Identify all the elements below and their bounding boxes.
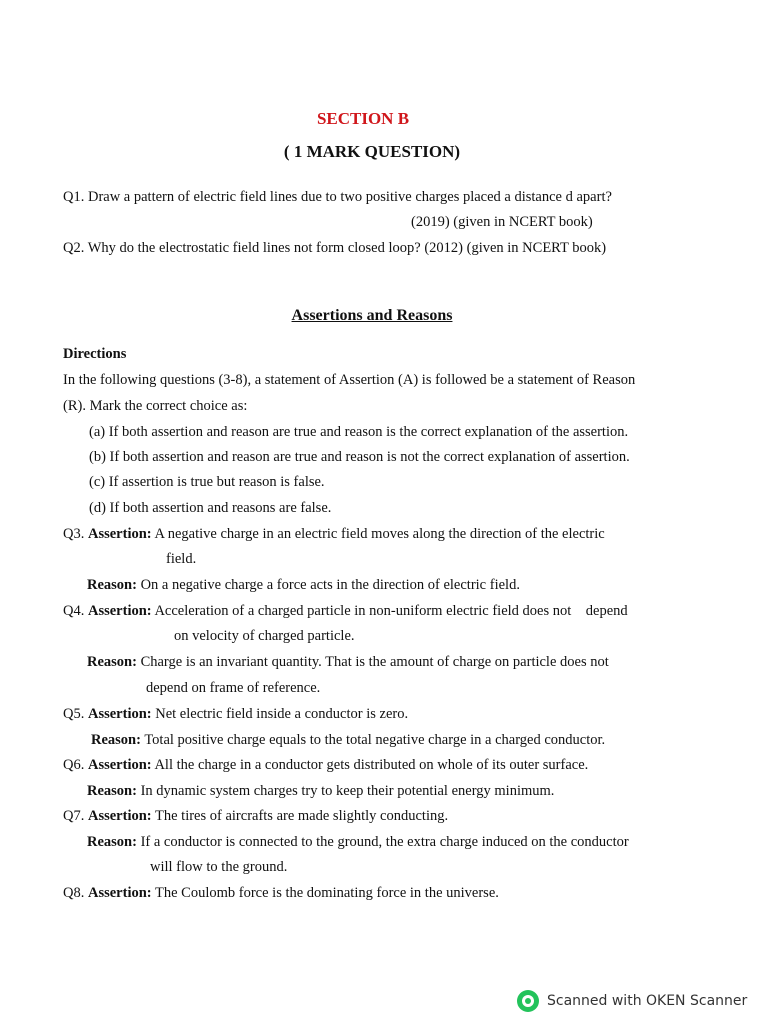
choice-option: (a) If both assertion and reason are true and reason is the correct explanation of the assertion. bbox=[89, 424, 629, 440]
question-number: Q5. bbox=[63, 706, 85, 722]
question-4-reason bbox=[87, 654, 609, 671]
reason-label: Reason: bbox=[87, 783, 137, 799]
watermark-text: Scanned with OKEN Scanner bbox=[547, 993, 748, 1009]
assertion-text: The tires of aircrafts are made slightly conducting. bbox=[155, 808, 449, 824]
reason-label: Reason: bbox=[87, 654, 137, 670]
question-5-assertion bbox=[63, 706, 408, 723]
assertion-label: Assertion: bbox=[87, 526, 152, 542]
question-1-note: (2019) (given in NCERT book) bbox=[411, 214, 593, 230]
choice-option: (d) If both assertion and reasons are false. bbox=[89, 500, 332, 516]
choice-option: (c) If assertion is true but reason is false. bbox=[89, 474, 325, 490]
assertion-label: Assertion: bbox=[87, 757, 152, 773]
question-4-assertion bbox=[63, 603, 628, 620]
assertions-heading: Assertions and Reasons bbox=[291, 307, 453, 324]
scanner-watermark bbox=[517, 990, 747, 1012]
reason-text-cont: depend on frame of reference. bbox=[146, 680, 321, 696]
reason-label: Reason: bbox=[91, 732, 141, 748]
question-number: Q4. bbox=[63, 603, 85, 619]
assertion-label: Assertion: bbox=[87, 808, 152, 824]
assertion-text: The Coulomb force is the dominating force in the universe. bbox=[155, 885, 499, 901]
directions-title: Directions bbox=[63, 346, 127, 362]
assertion-label: Assertion: bbox=[87, 603, 152, 619]
question-number: Q8. bbox=[63, 885, 85, 901]
reason-text: If a conductor is connected to the ground, the extra charge induced on the conductor bbox=[140, 834, 629, 850]
reason-text-cont: will flow to the ground. bbox=[150, 859, 288, 875]
oken-scanner-logo-icon bbox=[517, 990, 539, 1012]
question-2: Q2. Why do the electrostatic field lines not form closed loop? (2012) (given in NCERT book) bbox=[63, 240, 607, 256]
reason-text: Total positive charge equals to the total negative charge in a charged conductor. bbox=[144, 732, 606, 748]
reason-text: Charge is an invariant quantity. That is the amount of charge on particle does not bbox=[140, 654, 609, 670]
question-3-reason bbox=[87, 577, 520, 594]
directions-line: (R). Mark the correct choice as: bbox=[63, 398, 248, 414]
reason-text: On a negative charge a force acts in the direction of electric field. bbox=[140, 577, 520, 593]
assertion-label: Assertion: bbox=[87, 885, 152, 901]
question-3-assertion bbox=[63, 526, 605, 543]
question-6-reason bbox=[87, 783, 554, 800]
reason-label: Reason: bbox=[87, 577, 137, 593]
question-number: Q7. bbox=[63, 808, 85, 824]
section-subtitle: ( 1 MARK QUESTION) bbox=[283, 142, 461, 161]
directions-line: In the following questions (3-8), a statement of Assertion (A) is followed be a statement of Reason bbox=[63, 372, 636, 388]
assertion-text: A negative charge in an electric field moves along the direction of the electric bbox=[154, 526, 605, 542]
question-8-assertion bbox=[63, 885, 499, 902]
question-5-reason bbox=[91, 732, 605, 749]
question-7-assertion bbox=[63, 808, 448, 825]
reason-text: In dynamic system charges try to keep their potential energy minimum. bbox=[140, 783, 555, 799]
question-7-reason bbox=[87, 834, 629, 851]
assertion-text: All the charge in a conductor gets distributed on whole of its outer surface. bbox=[154, 757, 589, 773]
question-number: Q3. bbox=[63, 526, 85, 542]
section-title: SECTION B bbox=[316, 109, 410, 128]
question-1: Q1. Draw a pattern of electric field lines due to two positive charges placed a distance d apart? bbox=[63, 189, 612, 205]
reason-label: Reason: bbox=[87, 834, 137, 850]
assertion-text-cont: on velocity of charged particle. bbox=[174, 628, 355, 644]
assertion-text: Net electric field inside a conductor is zero. bbox=[155, 706, 409, 722]
assertion-text-cont: field. bbox=[166, 551, 197, 567]
assertion-label: Assertion: bbox=[87, 706, 152, 722]
question-number: Q6. bbox=[63, 757, 85, 773]
question-6-assertion bbox=[63, 757, 588, 774]
choice-option: (b) If both assertion and reason are true and reason is not the correct explanation of assertion. bbox=[89, 449, 630, 465]
assertion-text: Acceleration of a charged particle in non-uniform electric field does not depend bbox=[154, 603, 628, 619]
